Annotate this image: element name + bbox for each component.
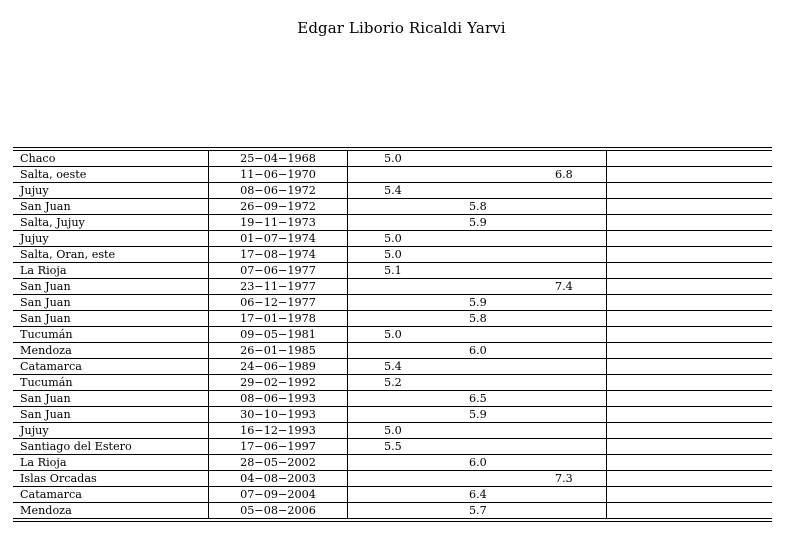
magnitude-cell [348,183,607,199]
date-cell: 08−06−1993 [209,391,348,407]
table-row [13,471,772,487]
table-row [13,167,772,183]
location-cell: La Rioja [13,263,209,279]
empty-cell [607,247,773,263]
magnitude-value: 6.5 [469,392,487,405]
earthquake-records [13,151,772,518]
magnitude-value: 5.1 [384,264,402,277]
location-cell: Jujuy [13,423,209,439]
empty-cell [607,375,773,391]
location-cell: San Juan [13,391,209,407]
magnitude-cell [348,215,607,231]
magnitude-cell [348,199,607,215]
magnitude-cell [348,391,607,407]
location-cell: Salta, oeste [13,167,209,183]
date-cell: 24−06−1989 [209,359,348,375]
date-cell: 30−10−1993 [209,407,348,423]
empty-cell [607,439,773,455]
date-cell: 25−04−1968 [209,151,348,167]
magnitude-cell [348,263,607,279]
table-row [13,455,772,471]
table-row [13,295,772,311]
magnitude-cell [348,439,607,455]
table-row [13,247,772,263]
empty-cell [607,231,773,247]
date-cell: 07−06−1977 [209,263,348,279]
magnitude-value: 5.0 [384,424,402,437]
empty-cell [607,487,773,503]
location-cell: Tucumán [13,375,209,391]
empty-cell [607,343,773,359]
magnitude-cell [348,359,607,375]
magnitude-cell [348,279,607,295]
location-cell: Salta, Oran, este [13,247,209,263]
magnitude-value: 5.2 [384,376,402,389]
page-title: Edgar Liborio Ricaldi Yarvi [297,19,506,37]
magnitude-cell [348,247,607,263]
table-row [13,343,772,359]
magnitude-value: 5.0 [384,328,402,341]
date-cell: 01−07−1974 [209,231,348,247]
table-row [13,503,772,519]
empty-cell [607,279,773,295]
table-row [13,391,772,407]
table-row [13,279,772,295]
magnitude-value: 5.0 [384,232,402,245]
location-cell: Catamarca [13,359,209,375]
empty-cell [607,471,773,487]
magnitude-value: 5.4 [384,360,402,373]
magnitude-value: 5.9 [469,216,487,229]
date-cell: 23−11−1977 [209,279,348,295]
location-cell: Tucumán [13,327,209,343]
magnitude-cell [348,375,607,391]
magnitude-cell [348,231,607,247]
magnitude-cell [348,151,607,167]
magnitude-cell [348,407,607,423]
empty-cell [607,183,773,199]
empty-cell [607,391,773,407]
table-row [13,327,772,343]
date-cell: 05−08−2006 [209,503,348,519]
magnitude-value: 6.0 [469,456,487,469]
location-cell: Salta, Jujuy [13,215,209,231]
magnitude-value: 5.0 [384,152,402,165]
empty-cell [607,199,773,215]
magnitude-value: 6.0 [469,344,487,357]
date-cell: 26−01−1985 [209,343,348,359]
magnitude-cell [348,343,607,359]
table-row [13,231,772,247]
magnitude-value: 5.9 [469,408,487,421]
location-cell: San Juan [13,311,209,327]
location-cell: San Juan [13,199,209,215]
table-row [13,359,772,375]
magnitude-value: 5.5 [384,440,402,453]
table-row [13,487,772,503]
date-cell: 17−06−1997 [209,439,348,455]
date-cell: 08−06−1972 [209,183,348,199]
magnitude-value: 6.4 [469,488,487,501]
empty-cell [607,407,773,423]
empty-cell [607,455,773,471]
magnitude-cell [348,167,607,183]
table-row [13,311,772,327]
empty-cell [607,151,773,167]
empty-cell [607,359,773,375]
table-row [13,407,772,423]
table-row [13,199,772,215]
location-cell: Chaco [13,151,209,167]
magnitude-cell [348,487,607,503]
date-cell: 06−12−1977 [209,295,348,311]
table-row [13,439,772,455]
empty-cell [607,327,773,343]
magnitude-value: 5.9 [469,296,487,309]
location-cell: Mendoza [13,343,209,359]
date-cell: 04−08−2003 [209,471,348,487]
location-cell: San Juan [13,295,209,311]
location-cell: San Juan [13,279,209,295]
empty-cell [607,167,773,183]
magnitude-value: 5.8 [469,312,487,325]
date-cell: 29−02−1992 [209,375,348,391]
date-cell: 09−05−1981 [209,327,348,343]
table-row [13,263,772,279]
empty-cell [607,215,773,231]
magnitude-cell [348,311,607,327]
date-cell: 17−08−1974 [209,247,348,263]
magnitude-cell [348,455,607,471]
magnitude-value: 5.0 [384,248,402,261]
earthquake-table [13,147,772,522]
table-row [13,423,772,439]
table-row [13,183,772,199]
magnitude-cell [348,471,607,487]
date-cell: 26−09−1972 [209,199,348,215]
magnitude-value: 7.3 [555,472,573,485]
table-row [13,215,772,231]
location-cell: Jujuy [13,231,209,247]
location-cell: Santiago del Estero [13,439,209,455]
magnitude-value: 5.4 [384,184,402,197]
date-cell: 19−11−1973 [209,215,348,231]
empty-cell [607,503,773,519]
location-cell: San Juan [13,407,209,423]
empty-cell [607,295,773,311]
magnitude-value: 5.7 [469,504,487,517]
location-cell: Islas Orcadas [13,471,209,487]
magnitude-value: 7.4 [555,280,573,293]
date-cell: 16−12−1993 [209,423,348,439]
location-cell: La Rioja [13,455,209,471]
date-cell: 17−01−1978 [209,311,348,327]
date-cell: 28−05−2002 [209,455,348,471]
empty-cell [607,423,773,439]
magnitude-value: 6.8 [555,168,573,181]
empty-cell [607,263,773,279]
location-cell: Jujuy [13,183,209,199]
date-cell: 11−06−1970 [209,167,348,183]
date-cell: 07−09−2004 [209,487,348,503]
bottom-rule [13,521,772,522]
magnitude-cell [348,503,607,519]
magnitude-cell [348,423,607,439]
magnitude-value: 5.8 [469,200,487,213]
table-row [13,151,772,167]
location-cell: Mendoza [20,504,72,517]
magnitude-cell [348,327,607,343]
table-row [13,375,772,391]
location-cell: Catamarca [13,487,209,503]
empty-cell [607,311,773,327]
magnitude-cell [348,295,607,311]
